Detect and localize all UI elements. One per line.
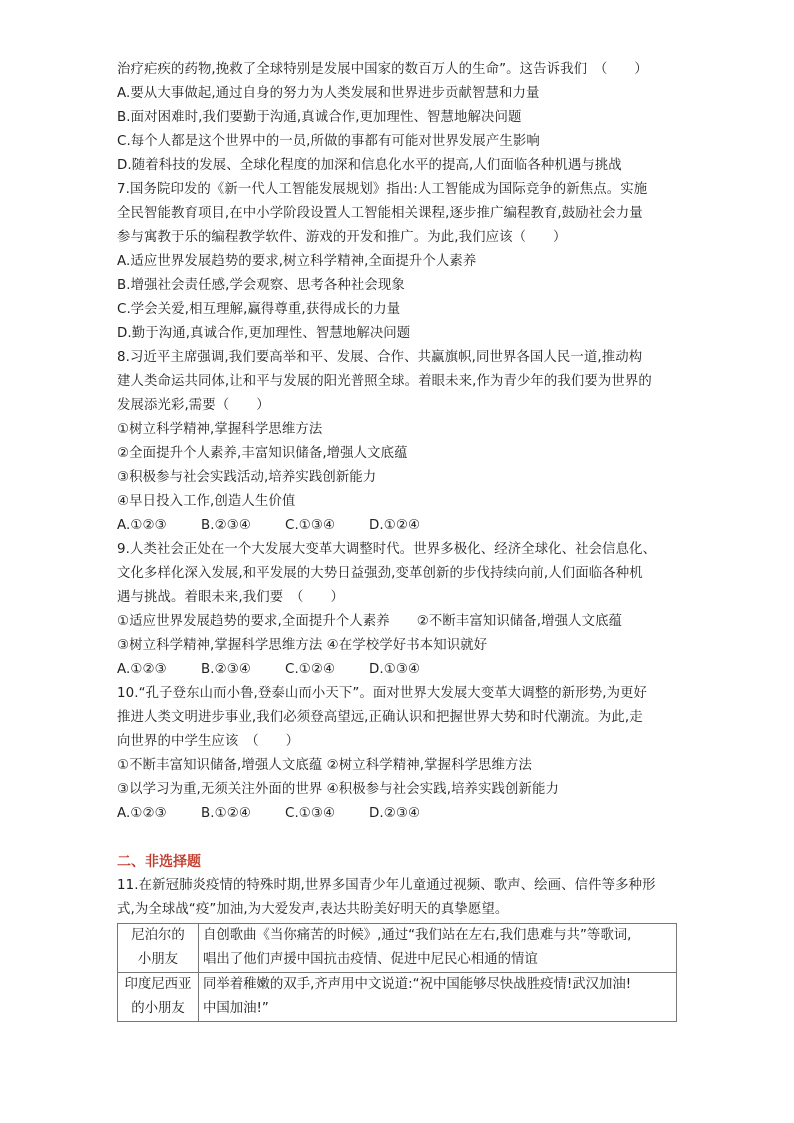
spacer [117,826,677,850]
q10-options [117,802,677,826]
cell-line: 同举着稚嫩的双手,齐声用中文说道:“祝中国能够尽快战胜疫情!武汉加油! [203,977,632,992]
q6-option-b: B.面对困难时,我们要勤于沟通,真诚合作,更加理性、智慧地解决问题 [117,110,522,125]
q9-option-a: A.①②③ [117,662,167,677]
q10-option-b: B.①②④ [201,806,251,821]
q9-option-c: C.①②④ [285,662,336,677]
q7-option-b: B.增强社会责任感,学会观察、思考各种社会现象 [117,278,405,293]
q10-option-d: D.②③④ [369,806,421,821]
section-heading: 二、非选择题 [117,854,201,870]
q11-stem-line1: 11.在新冠肺炎疫情的特殊时期,世界多国青少年儿童通过视频、歌声、绘画、信件等多种形 [117,878,656,893]
row-header-line: 的小朋友 [131,1001,185,1016]
q10-statements-1-2: ①不断丰富知识储备,增强人文底蕴 ②树立科学精神,掌握科学思维方法 [117,758,533,773]
q6-option-c: C.每个人都是这个世界中的一员,所做的事都有可能对世界发展产生影响 [117,134,540,149]
q9-option-b: B.②③④ [201,662,251,677]
q10-option-c: C.①③④ [285,806,336,821]
q8-statement-4: ④早日投入工作,创造人生价值 [117,494,296,509]
q8-option-b: B.②③④ [201,518,251,533]
q8-statement-3: ③积极参与社会实践活动,培养实践创新能力 [117,470,377,485]
q8-stem-line3: 发展添光彩,需要（ ） [117,398,270,413]
table-row-header [118,924,199,973]
q6-option-d: D.随着科技的发展、全球化程度的加深和信息化水平的提高,人们面临各种机遇与挑战 [117,158,622,173]
q6-option-a: A.要从大事做起,通过自身的努力为人类发展和世界进步贡献智慧和力量 [117,86,540,101]
q7-option-c: C.学会关爱,相互理解,赢得尊重,获得成长的力量 [117,302,401,317]
cell-line: 中国加油!” [203,1001,269,1016]
q7-stem-line2: 全民智能教育项目,在中小学阶段设置人工智能相关课程,逐步推广编程教育,鼓励社会力量 [117,206,643,221]
q7-stem-line1: 7.国务院印发的《新一代人工智能发展规划》指出:人工智能成为国际竞争的新焦点。实施 [117,182,648,197]
row-header-line: 印度尼西亚 [124,977,192,992]
q7-stem-line3: 参与寓教于乐的编程教学软件、游戏的开发和推广。为此,我们应该（ ） [117,230,567,245]
q8-statement-1: ①树立科学精神,掌握科学思维方法 [117,422,323,437]
q9-statements-1-2: ①适应世界发展趋势的要求,全面提升个人素养 ②不断丰富知识储备,增强人文底蕴 [117,614,623,629]
q9-options [117,658,677,682]
q9-stem-line1: 9.人类社会正处在一个大发展大变革大调整时代。世界多极化、经济全球化、社会信息化、 [117,542,657,557]
table-cell [199,973,677,1022]
table-cell [199,924,677,973]
cell-line: 自创歌曲《当你痛苦的时候》,通过“我们站在左右,我们患难与共”等歌词, [203,928,632,943]
q11-material-table [117,923,677,1022]
row-header-line: 尼泊尔的 [131,928,185,943]
q8-option-a: A.①②③ [117,518,167,533]
q8-options [117,514,677,538]
q11-stem-line2: 式,为全球战“疫”加油,为大爱发声,表达共盼美好明天的真挚愿望。 [117,902,509,917]
q8-option-c: C.①③④ [285,518,336,533]
q7-option-d: D.勤于沟通,真诚合作,更加理性、智慧地解决问题 [117,326,411,341]
q10-option-a: A.①②③ [117,806,167,821]
q7-option-a: A.适应世界发展趋势的要求,树立科学精神,全面提升个人素养 [117,254,477,269]
q10-stem-line1: 10.“孔子登东山而小鲁,登泰山而小天下”。面对世界大发展大变革大调整的新形势,为更好 [117,686,648,701]
q8-stem-line1: 8.习近平主席强调,我们要高举和平、发展、合作、共赢旗帜,同世界各国人民一道,推动构 [117,350,643,365]
q10-stem-line3: 向世界的中学生应该 （ ） [117,734,300,749]
q10-statements-3-4: ③以学习为重,无须关注外面的世界 ④积极参与社会实践,培养实践创新能力 [117,782,559,797]
q8-option-d: D.①②④ [369,518,421,533]
table-row-header [118,973,199,1022]
q9-stem-line2: 文化多样化深入发展,和平发展的大势日益强劲,变革创新的步伐持续向前,人们面临各种机 [117,566,643,581]
row-header-line: 小朋友 [137,952,179,967]
q8-stem-line2: 建人类命运共同体,让和平与发展的阳光普照全球。着眼未来,作为青少年的我们要为世界的 [117,374,652,389]
cell-line: 唱出了他们声援中国抗击疫情、促进中尼民心相通的情谊 [203,952,538,967]
exam-page [117,58,677,1022]
q9-stem-line3: 遇与挑战。着眼未来,我们要 （ ） [117,590,344,605]
q9-option-d: D.①③④ [369,662,421,677]
q8-statement-2: ②全面提升个人素养,丰富知识储备,增强人文底蕴 [117,446,408,461]
table-row [118,973,677,1022]
table-row [118,924,677,973]
q9-statements-3-4: ③树立科学精神,掌握科学思维方法 ④在学校学好书本知识就好 [117,638,488,653]
q10-stem-line2: 推进人类文明进步事业,我们必须登高望远,正确认识和把握世界大势和时代潮流。为此,走 [117,710,643,725]
q6-stem: 治疗疟疾的药物,挽救了全球特别是发展中国家的数百万人的生命”。这告诉我们 （ ） [117,62,648,77]
